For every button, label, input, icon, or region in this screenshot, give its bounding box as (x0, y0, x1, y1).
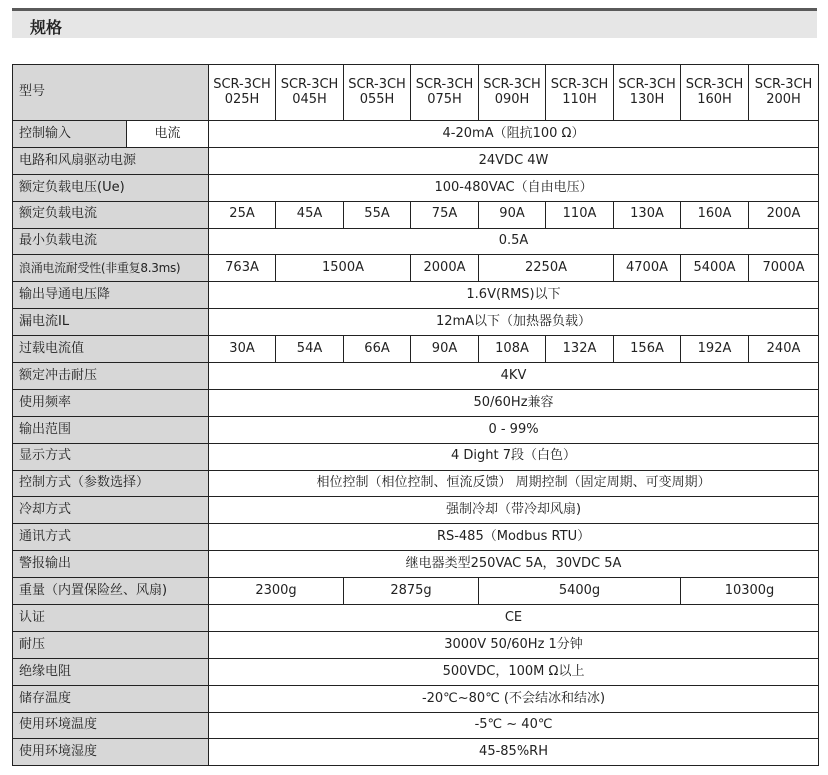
row-value: 4 Dight 7段（白色） (209, 443, 819, 470)
row-value: 相位控制（相位控制、恒流反馈） 周期控制（固定周期、可变周期） (209, 470, 819, 497)
row-control-mode (13, 470, 819, 497)
row-label: 绝缘电阻 (13, 658, 209, 685)
row-value: 强制冷却（带冷却风扇) (209, 497, 819, 524)
row-weight (13, 578, 819, 605)
row-frequency (13, 389, 819, 416)
row-label: 使用频率 (13, 389, 209, 416)
model-090h: SCR-3CH 090H (479, 65, 546, 121)
cell-value: 200A (749, 201, 819, 228)
cell-value: 240A (749, 336, 819, 363)
row-withstand (13, 631, 819, 658)
row-comm (13, 524, 819, 551)
cell-value: 55A (344, 201, 411, 228)
row-rated-current (13, 201, 819, 228)
row-surge (13, 255, 819, 282)
cell-value: 10300g (681, 578, 819, 605)
row-cert (13, 605, 819, 632)
row-label: 冷却方式 (13, 497, 209, 524)
row-value: 500VDC，100M Ω以上 (209, 658, 819, 685)
model-045h: SCR-3CH 045H (276, 65, 344, 121)
row-display (13, 443, 819, 470)
spec-table (12, 64, 819, 766)
model-130h: SCR-3CH 130H (614, 65, 681, 121)
row-value: 12mA以下（加热器负载） (209, 309, 819, 336)
row-value: 50/60Hz兼容 (209, 389, 819, 416)
row-label: 通讯方式 (13, 524, 209, 551)
row-label: 使用环境湿度 (13, 739, 209, 766)
cell-value: 7000A (749, 255, 819, 282)
row-min-current (13, 228, 819, 255)
row-value: CE (209, 605, 819, 632)
row-label: 电路和风扇驱动电源 (13, 147, 209, 174)
cell-value: 160A (681, 201, 749, 228)
cell-value: 5400A (681, 255, 749, 282)
model-055h: SCR-3CH 055H (344, 65, 411, 121)
row-value: 45-85%RH (209, 739, 819, 766)
row-label: 警报输出 (13, 551, 209, 578)
row-rated-voltage (13, 174, 819, 201)
section-title: 规格 (30, 18, 63, 37)
row-value: 继电器类型250VAC 5A，30VDC 5A (209, 551, 819, 578)
cell-value: 30A (209, 336, 276, 363)
row-on-drop (13, 282, 819, 309)
row-label: 认证 (13, 605, 209, 632)
row-label: 使用环境温度 (13, 712, 209, 739)
cell-value: 45A (276, 201, 344, 228)
row-power (13, 147, 819, 174)
row-cooling (13, 497, 819, 524)
cell-value: 2000A (411, 255, 479, 282)
cell-value: 132A (546, 336, 614, 363)
row-label: 漏电流IL (13, 309, 209, 336)
cell-value: 156A (614, 336, 681, 363)
row-label: 过载电流值 (13, 336, 209, 363)
cell-value: 90A (411, 336, 479, 363)
cell-value: 108A (479, 336, 546, 363)
row-control-input (13, 121, 819, 148)
cell-value: 66A (344, 336, 411, 363)
row-value: 24VDC 4W (209, 147, 819, 174)
cell-value: 192A (681, 336, 749, 363)
cell-value: 25A (209, 201, 276, 228)
row-insulation (13, 658, 819, 685)
cell-value: 90A (479, 201, 546, 228)
row-value: 3000V 50/60Hz 1分钟 (209, 631, 819, 658)
model-200h: SCR-3CH 200H (749, 65, 819, 121)
row-label: 控制方式（参数选择） (13, 470, 209, 497)
row-value: 4-20mA（阻抗100 Ω） (209, 121, 819, 148)
row-impulse (13, 363, 819, 390)
row-ambient-temp (13, 712, 819, 739)
row-output-range (13, 416, 819, 443)
row-value: RS-485（Modbus RTU） (209, 524, 819, 551)
model-075h: SCR-3CH 075H (411, 65, 479, 121)
header-row (13, 65, 819, 121)
row-label: 额定负载电压(Ue) (13, 174, 209, 201)
row-value: 0 - 99% (209, 416, 819, 443)
cell-value: 75A (411, 201, 479, 228)
row-value: 100-480VAC（自由电压） (209, 174, 819, 201)
row-label: 输出导通电压降 (13, 282, 209, 309)
cell-value: 763A (209, 255, 276, 282)
cell-value: 1500A (276, 255, 411, 282)
row-storage-temp (13, 685, 819, 712)
row-value: -5℃ ~ 40℃ (209, 712, 819, 739)
row-value: -20℃~80℃ (不会结冰和结冰) (209, 685, 819, 712)
cell-value: 110A (546, 201, 614, 228)
row-label: 重量（内置保险丝、风扇) (13, 578, 209, 605)
row-leakage (13, 309, 819, 336)
row-label: 控制输入 (13, 121, 127, 148)
row-label: 额定冲击耐压 (13, 363, 209, 390)
row-overload (13, 336, 819, 363)
row-label: 显示方式 (13, 443, 209, 470)
section-header (12, 8, 817, 38)
row-label: 额定负载电流 (13, 201, 209, 228)
row-label: 耐压 (13, 631, 209, 658)
cell-value: 54A (276, 336, 344, 363)
row-label: 输出范围 (13, 416, 209, 443)
model-160h: SCR-3CH 160H (681, 65, 749, 121)
model-110h: SCR-3CH 110H (546, 65, 614, 121)
model-025h: SCR-3CH 025H (209, 65, 276, 121)
row-value: 0.5A (209, 228, 819, 255)
row-alarm (13, 551, 819, 578)
header-label: 型号 (13, 65, 209, 121)
row-value: 4KV (209, 363, 819, 390)
cell-value: 2875g (344, 578, 479, 605)
row-humidity (13, 739, 819, 766)
row-label: 最小负载电流 (13, 228, 209, 255)
cell-value: 4700A (614, 255, 681, 282)
row-label: 浪涌电流耐受性(非重复8.3ms) (13, 255, 209, 282)
row-label: 储存温度 (13, 685, 209, 712)
cell-value: 2300g (209, 578, 344, 605)
cell-value: 2250A (479, 255, 614, 282)
row-sublabel: 电流 (127, 121, 209, 148)
cell-value: 130A (614, 201, 681, 228)
row-value: 1.6V(RMS)以下 (209, 282, 819, 309)
cell-value: 5400g (479, 578, 681, 605)
